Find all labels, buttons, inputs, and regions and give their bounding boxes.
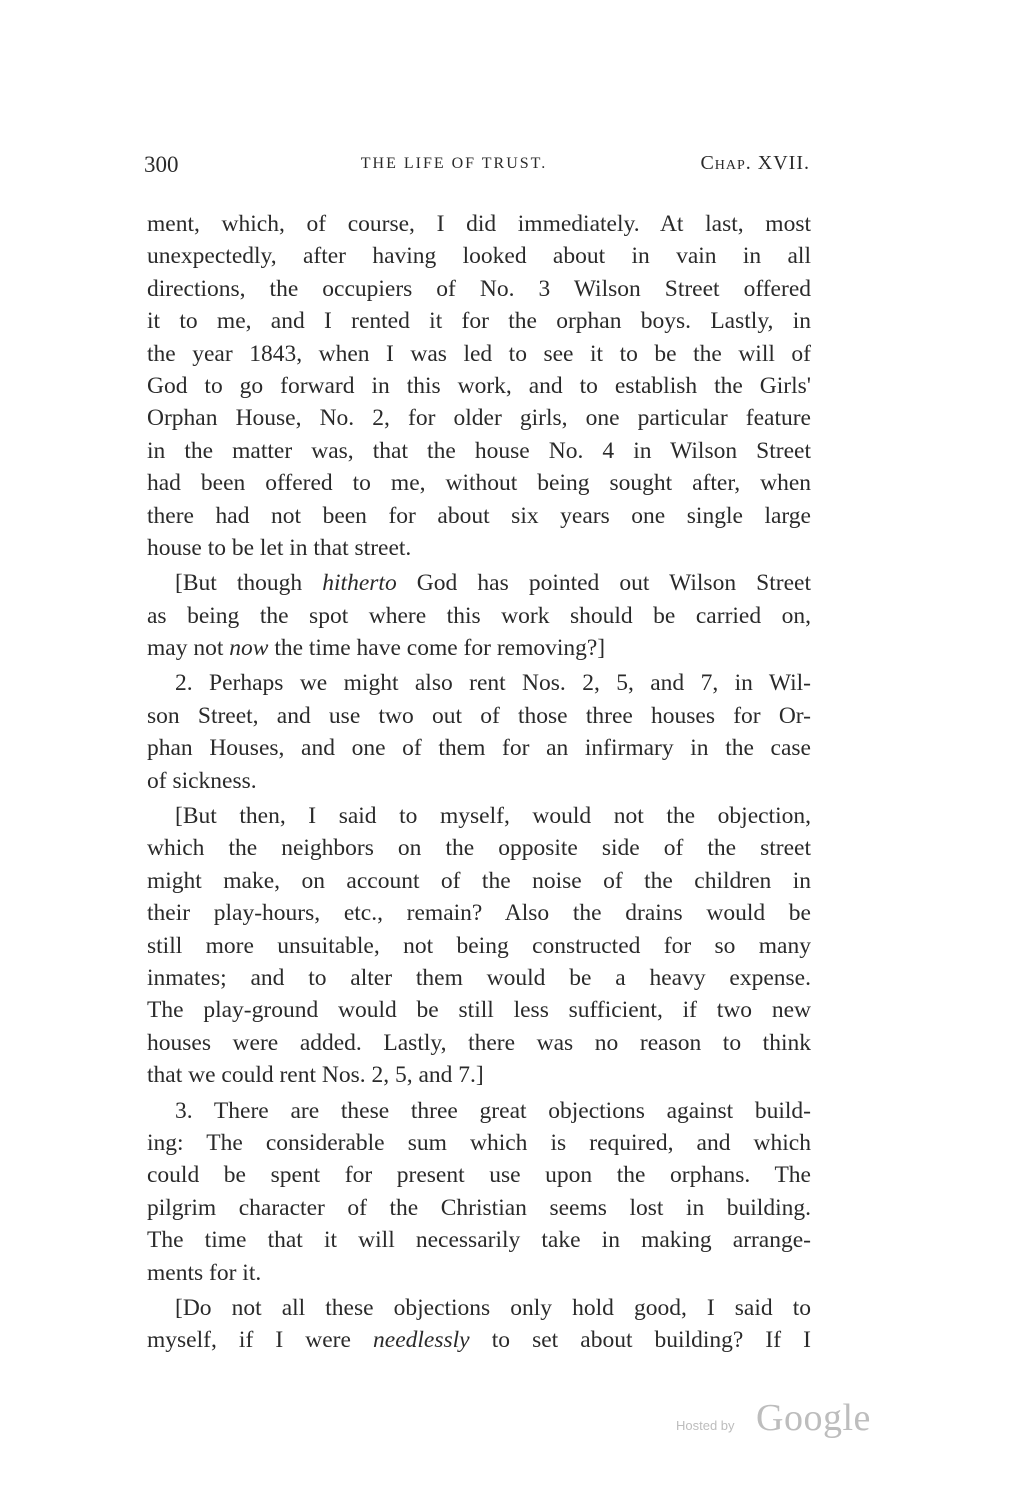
text-line — [147, 962, 811, 994]
text-run: God has pointed out Wilson Street — [396, 570, 811, 597]
text-line — [147, 765, 811, 797]
text-run: ment, which, of course, I did immediately. At last, most — [147, 211, 811, 237]
text-run: [But then, I said to myself, would not the objection, — [175, 803, 811, 830]
text-run: it to me, and I rented it for the orphan boys. Lastly, in — [147, 308, 811, 335]
text-run: there had not been for about six years one single large — [147, 502, 811, 529]
text-line — [147, 667, 811, 699]
page-body-text — [147, 208, 811, 1357]
paragraph — [147, 208, 811, 564]
text-run: which the neighbors on the opposite side of the street — [147, 835, 811, 862]
text-line — [147, 338, 811, 370]
text-run: The time that it will necessarily take in making arrange- — [147, 1227, 811, 1254]
text-run: in the matter was, that the house No. 4 in Wilson Street — [147, 437, 811, 464]
text-run: 3. There are these three great objections against build- — [175, 1097, 811, 1124]
text-run: might make, on account of the noise of the children in — [147, 867, 811, 894]
text-line — [147, 273, 811, 305]
text-run: pilgrim character of the Christian seems lost in building. — [147, 1194, 811, 1221]
page-number: 300 — [144, 152, 179, 177]
text-line — [147, 500, 811, 532]
text-run: the year 1843, when I was led to see it to be the will of — [147, 340, 811, 367]
text-run: of sickness. — [147, 767, 257, 794]
paragraph — [147, 1095, 811, 1289]
text-line — [147, 700, 811, 732]
chapter-label: Chap. XVII. — [700, 152, 810, 174]
text-run: their play-hours, etc., remain? Also the drains would be — [147, 900, 811, 927]
text-line — [147, 600, 811, 632]
running-title: THE LIFE OF TRUST. — [360, 155, 548, 172]
text-run: may not — [147, 635, 230, 662]
text-line — [147, 532, 811, 564]
text-run: 2. Perhaps we might also rent Nos. 2, 5, and 7, in Wil- — [175, 670, 811, 697]
text-line — [147, 435, 811, 467]
watermark-hosted-by: Hosted by — [676, 1418, 735, 1433]
paragraph — [147, 667, 811, 797]
text-line — [147, 1192, 811, 1224]
text-line — [147, 402, 811, 434]
text-run: as being the spot where this work should be carried on, — [147, 602, 811, 629]
text-run: Orphan House, No. 2, for older girls, one particular feature — [147, 405, 811, 432]
text-line — [147, 1257, 811, 1289]
paragraph — [147, 567, 811, 664]
text-line — [147, 1027, 811, 1059]
text-line — [147, 632, 811, 664]
italic-text: needlessly — [373, 1327, 470, 1354]
text-run: God to go forward in this work, and to establish the Girls' — [147, 372, 811, 399]
text-run: that we could rent Nos. 2, 5, and 7.] — [147, 1062, 484, 1089]
hosted-by-google-watermark — [676, 1396, 886, 1444]
text-run: ing: The considerable sum which is required, and which — [147, 1129, 811, 1156]
text-run: phan Houses, and one of them for an infirmary in the case — [147, 735, 811, 762]
text-line — [147, 994, 811, 1026]
text-run: house to be let in that street. — [147, 534, 412, 561]
text-run: [Do not all these objections only hold good, I said to — [175, 1294, 811, 1321]
text-line — [147, 1059, 811, 1091]
text-line — [147, 800, 811, 832]
text-line — [147, 1324, 811, 1356]
text-line — [147, 1095, 811, 1127]
text-line — [147, 732, 811, 764]
text-run: houses were added. Lastly, there was no reason to think — [147, 1029, 811, 1056]
text-line — [147, 865, 811, 897]
italic-text: hitherto — [322, 570, 397, 597]
watermark-google-logo: Google — [756, 1397, 871, 1439]
text-run: could be spent for present use upon the orphans. The — [147, 1162, 811, 1189]
text-run: ments for it. — [147, 1259, 262, 1286]
text-line — [147, 897, 811, 929]
text-line — [147, 1159, 811, 1191]
text-line — [147, 930, 811, 962]
text-run: had been offered to me, without being sought after, when — [147, 470, 811, 497]
paragraph — [147, 1292, 811, 1357]
text-run: inmates; and to alter them would be a heavy expense. — [147, 964, 811, 991]
text-run: unexpectedly, after having looked about in vain in all — [147, 243, 811, 270]
text-run: still more unsuitable, not being constructed for so many — [147, 932, 811, 959]
text-line — [147, 567, 811, 599]
text-run: myself, if I were — [147, 1327, 374, 1354]
text-run: [But though — [175, 570, 323, 597]
italic-text: now — [229, 635, 269, 662]
text-run: son Street, and use two out of those three houses for Or- — [147, 702, 811, 729]
page-header — [144, 152, 810, 182]
text-line — [147, 832, 811, 864]
text-run: the time have come for removing?] — [268, 635, 606, 662]
text-line — [147, 1224, 811, 1256]
text-line — [147, 1292, 811, 1324]
text-run: to set about building? If I — [469, 1327, 811, 1354]
text-line — [147, 240, 811, 272]
text-line — [147, 1127, 811, 1159]
text-line — [147, 370, 811, 402]
text-line — [147, 467, 811, 499]
text-run: The play-ground would be still less sufficient, if two new — [147, 997, 811, 1024]
text-line — [147, 305, 811, 337]
text-line — [147, 208, 811, 240]
paragraph — [147, 800, 811, 1092]
text-run: directions, the occupiers of No. 3 Wilson Street offered — [147, 275, 811, 302]
